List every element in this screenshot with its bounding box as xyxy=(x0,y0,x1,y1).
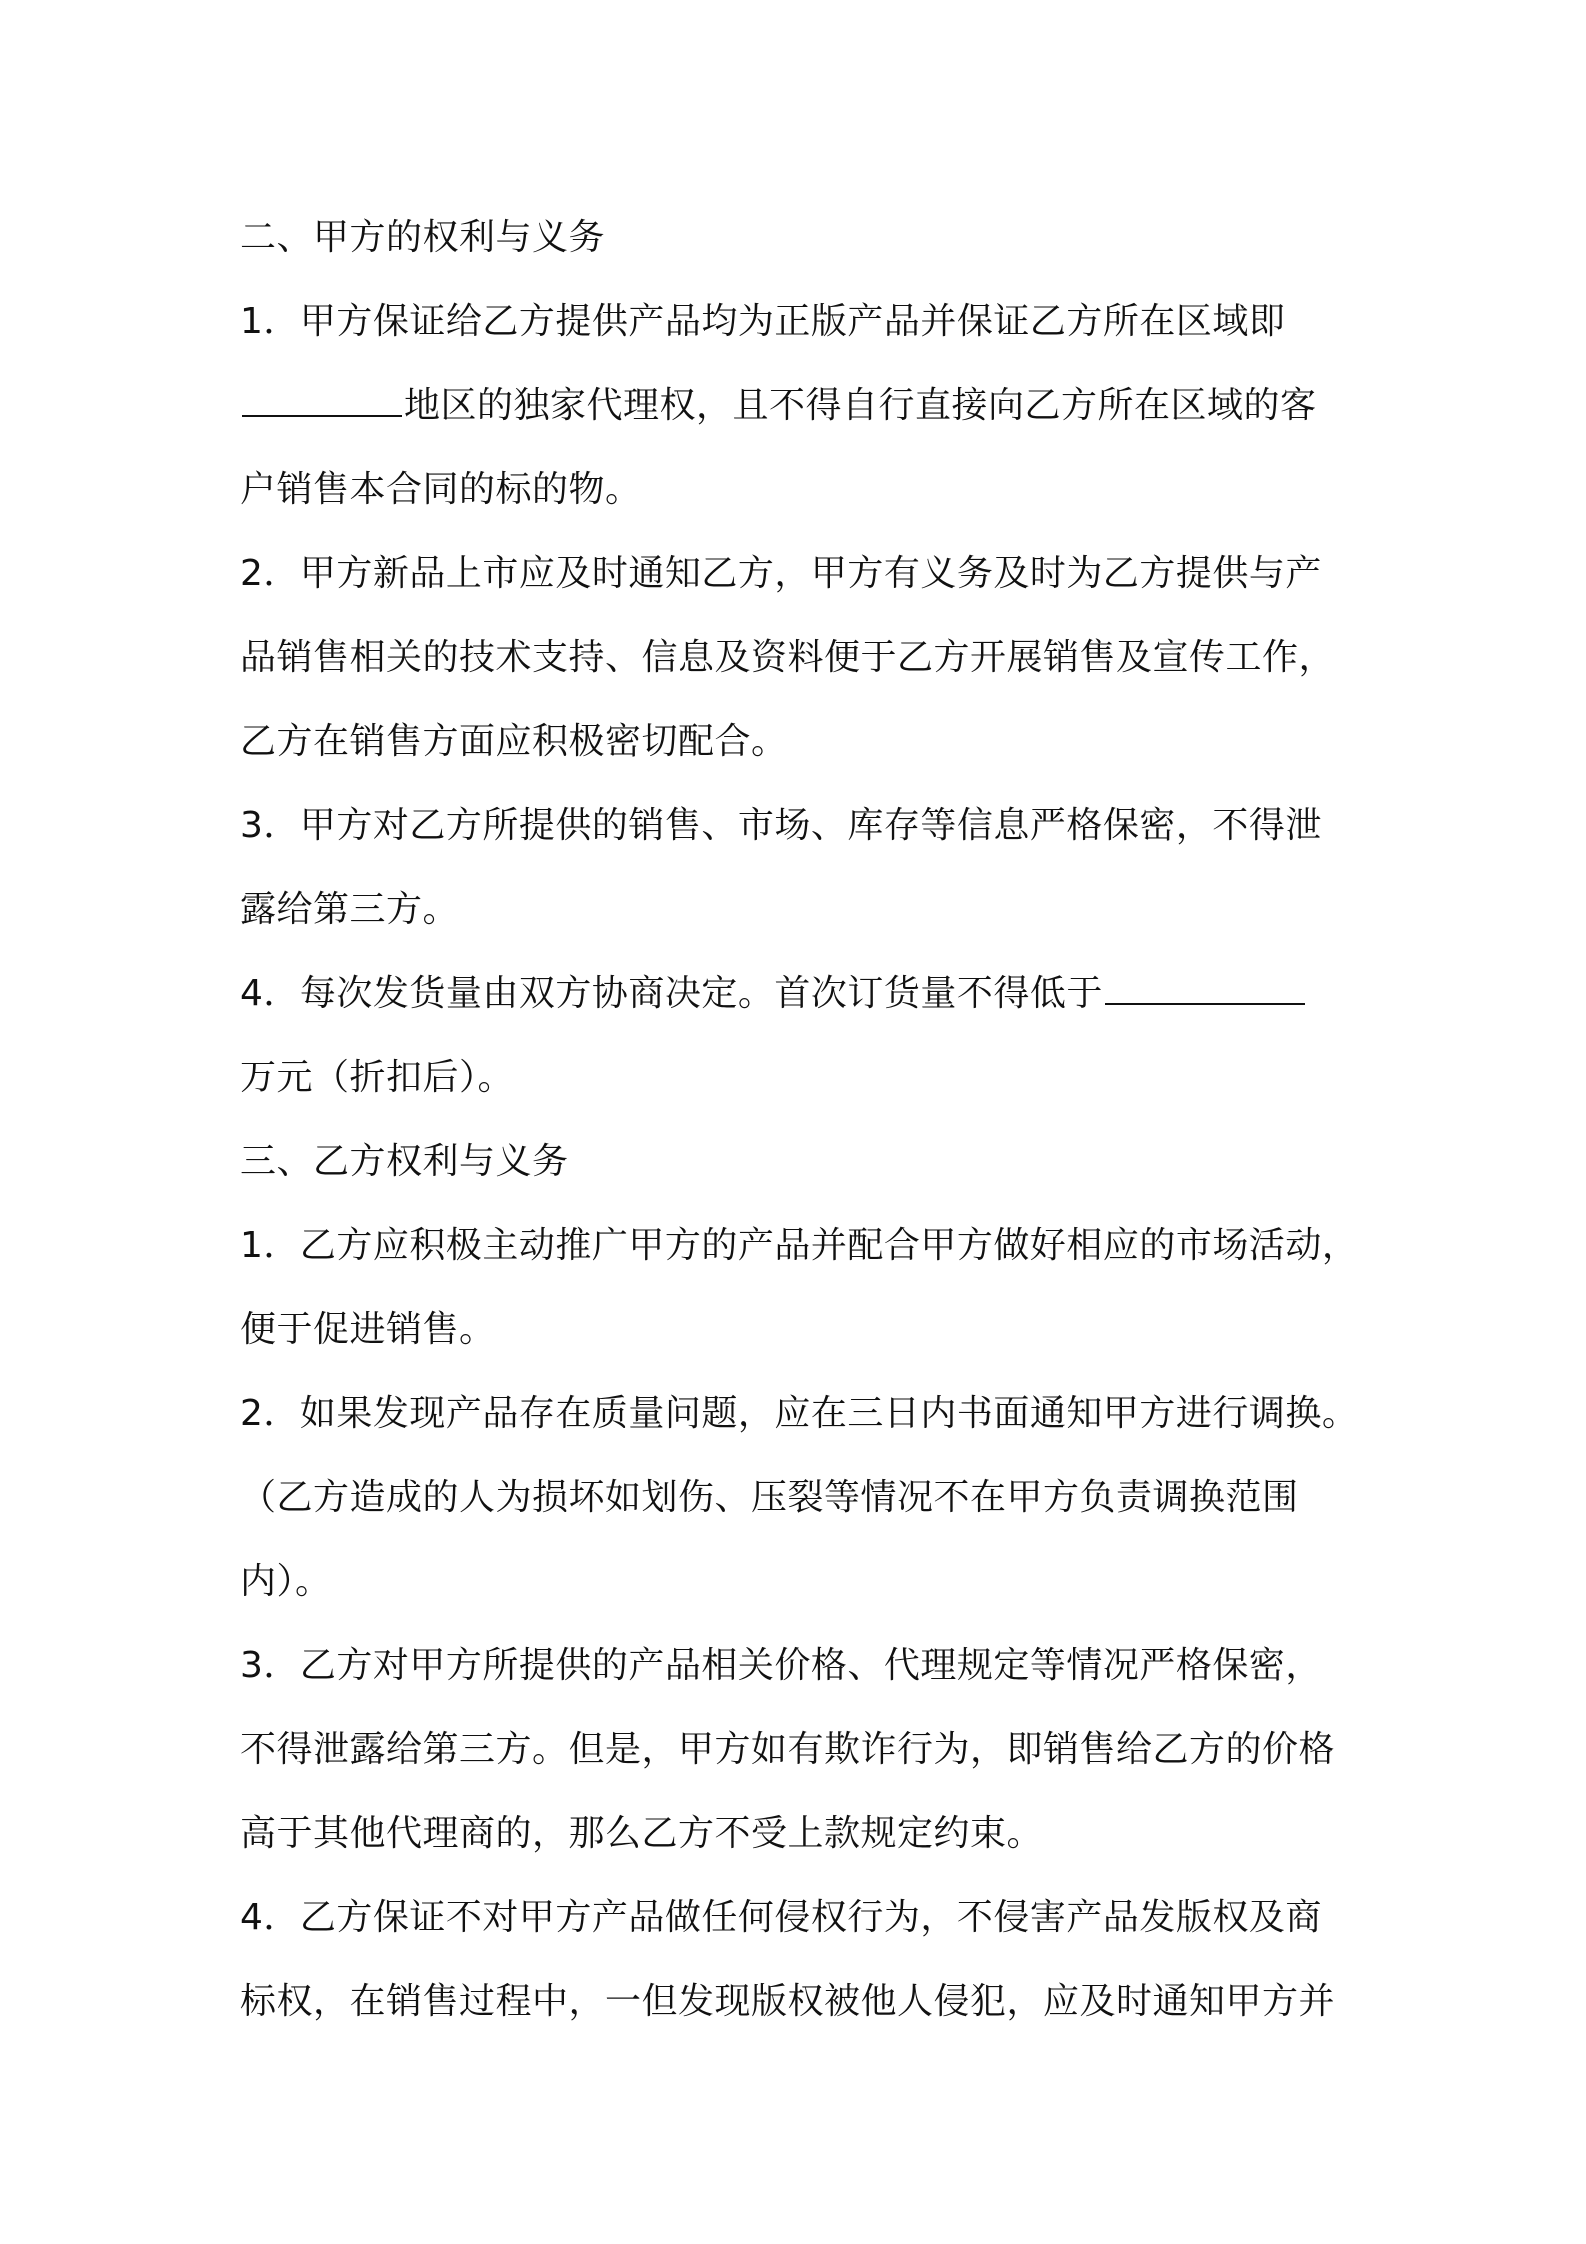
party-a-clause-4-line-1-text: 4．每次发货量由双方协商决定。首次订货量不得低于 xyxy=(240,973,1103,1014)
party-b-clause-3-line-2: 不得泄露给第三方。但是，甲方如有欺诈行为，即销售给乙方的价格 xyxy=(240,1729,1336,1770)
party-b-clause-2-line-2: （乙方造成的人为损坏如划伤、压裂等情况不在甲方负责调换范围 xyxy=(240,1477,1299,1518)
party-b-clause-1-line-1: 1．乙方应积极主动推广甲方的产品并配合甲方做好相应的市场活动， xyxy=(240,1225,1359,1266)
party-a-clause-2-line-3: 乙方在销售方面应积极密切配合。 xyxy=(240,721,788,762)
party-a-clause-3-line-2: 露给第三方。 xyxy=(240,889,460,930)
party-a-clause-1-line-1: 1．甲方保证给乙方提供产品均为正版产品并保证乙方所在区域即 xyxy=(240,301,1286,342)
party-a-clause-1-line-3: 户销售本合同的标的物。 xyxy=(240,469,642,510)
party-a-clause-1-line-2 xyxy=(240,364,1380,448)
party-a-clause-4-line-2: 万元（折扣后）。 xyxy=(240,1057,515,1098)
document-body xyxy=(240,196,1380,2044)
party-b-clause-3-line-1: 3．乙方对甲方所提供的产品相关价格、代理规定等情况严格保密， xyxy=(240,1645,1322,1686)
party-a-clause-2-line-2: 品销售相关的技术支持、信息及资料便于乙方开展销售及宣传工作， xyxy=(240,637,1336,678)
fill-in-blank xyxy=(242,385,402,417)
party-b-clause-3-line-3: 高于其他代理商的，那么乙方不受上款规定约束。 xyxy=(240,1813,1044,1854)
party-a-clause-3-line-1: 3．甲方对乙方所提供的销售、市场、库存等信息严格保密，不得泄 xyxy=(240,805,1322,846)
party-b-clause-2-line-1: 2．如果发现产品存在质量问题，应在三日内书面通知甲方进行调换。 xyxy=(240,1393,1359,1434)
fill-in-blank xyxy=(1105,973,1305,1005)
party-b-clause-1-line-2: 便于促进销售。 xyxy=(240,1309,496,1350)
section-heading-party-b: 三、乙方权利与义务 xyxy=(240,1141,569,1182)
party-a-clause-4-line-1 xyxy=(240,952,1380,1036)
party-b-clause-2-line-3: 内）。 xyxy=(240,1561,332,1602)
party-b-clause-4-line-1: 4．乙方保证不对甲方产品做任何侵权行为，不侵害产品发版权及商 xyxy=(240,1897,1322,1938)
party-b-clause-4-line-2: 标权，在销售过程中，一但发现版权被他人侵犯，应及时通知甲方并 xyxy=(240,1981,1336,2022)
section-heading-party-a: 二、甲方的权利与义务 xyxy=(240,217,606,258)
party-a-clause-2-line-1: 2．甲方新品上市应及时通知乙方，甲方有义务及时为乙方提供与产 xyxy=(240,553,1322,594)
party-a-clause-1-line-2-text: 地区的独家代理权，且不得自行直接向乙方所在区域的客 xyxy=(404,385,1317,426)
